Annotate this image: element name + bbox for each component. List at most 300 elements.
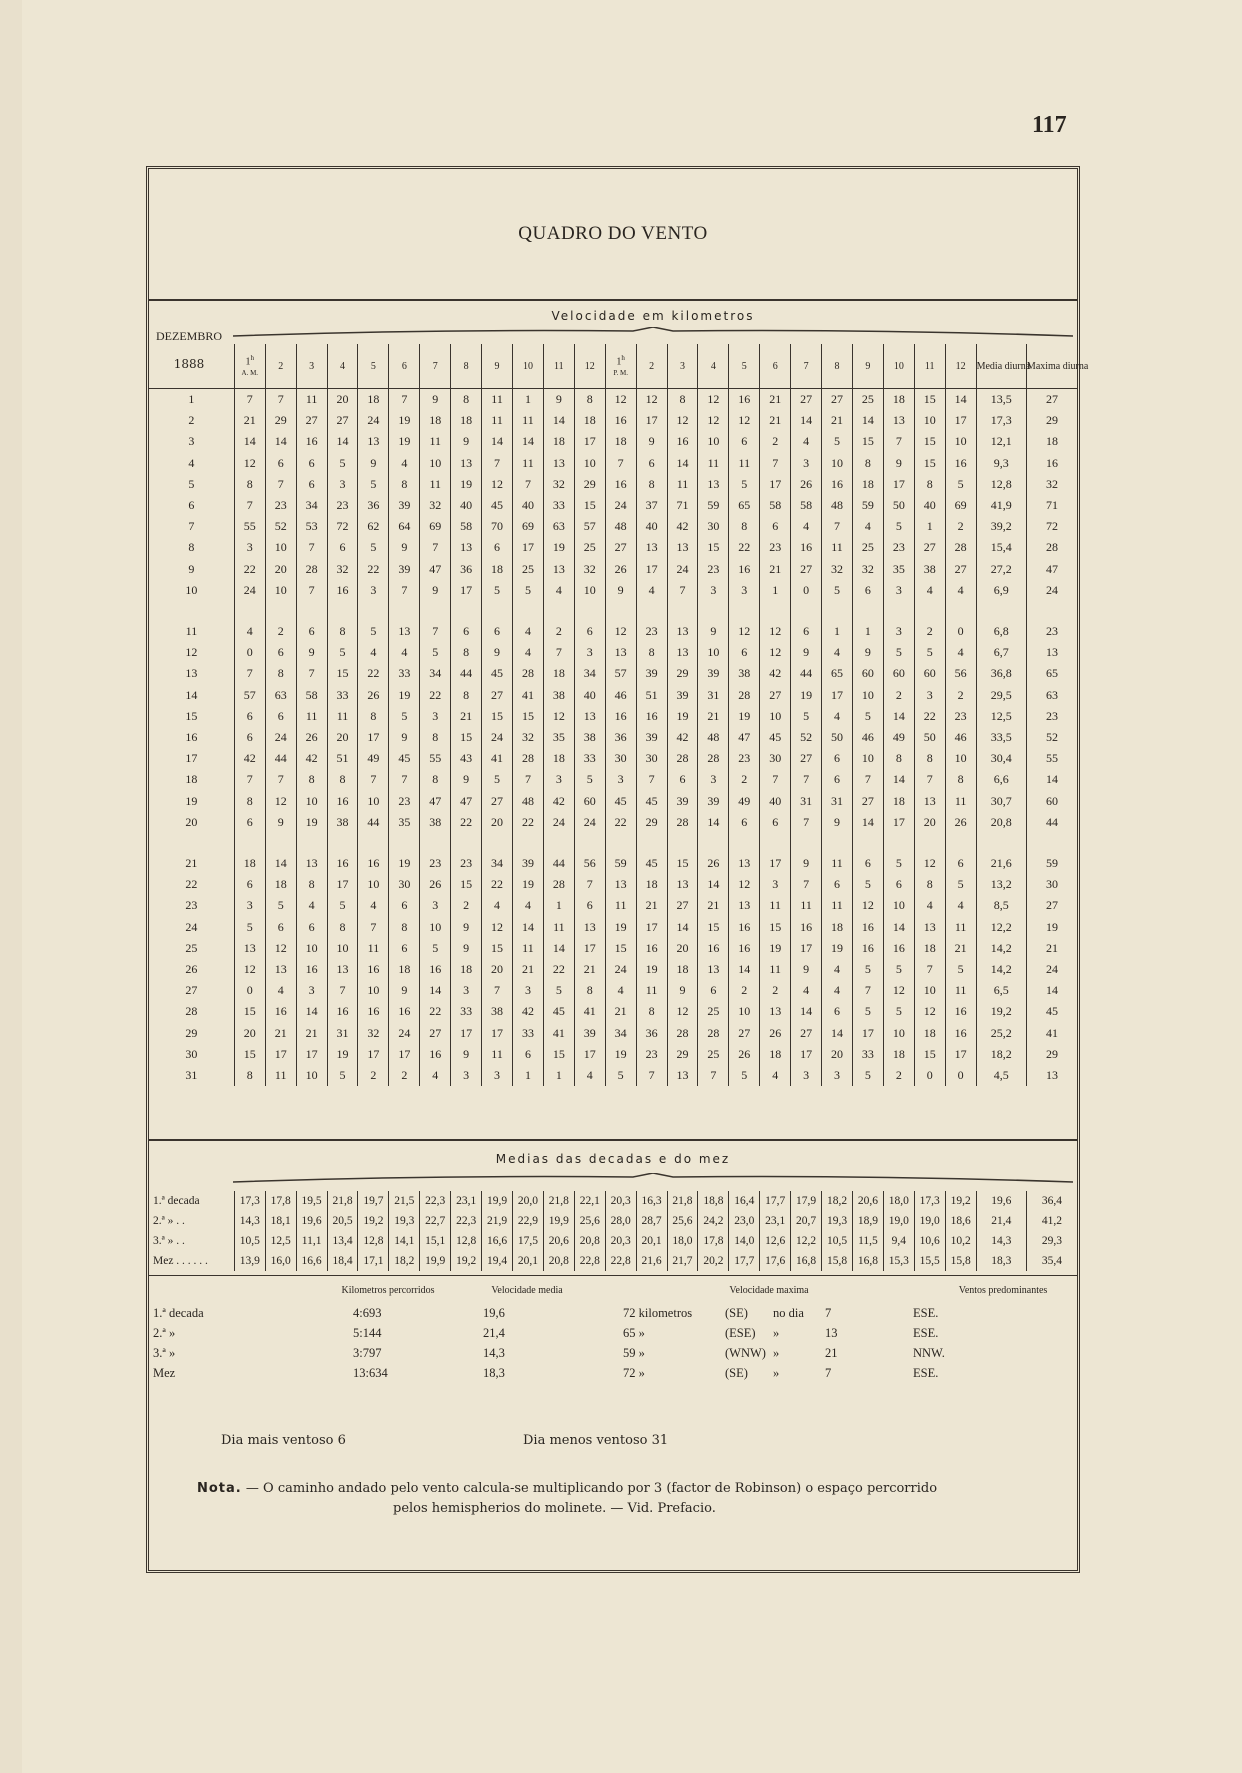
value-cell: 13,2 [976, 874, 1026, 895]
summary-row [153, 1363, 1073, 1383]
value-cell: 69 [945, 495, 976, 516]
value-cell: 6 [296, 474, 327, 495]
value-cell: 17 [791, 1044, 822, 1065]
day-rows [149, 389, 1077, 1087]
decade-value: 20,5 [327, 1211, 358, 1231]
value-cell: 5 [914, 642, 945, 663]
value-cell: 46 [605, 685, 636, 706]
value-cell: 11 [358, 938, 389, 959]
value-cell: 70 [482, 516, 513, 537]
value-cell: 20 [667, 938, 698, 959]
value-cell: 5 [358, 474, 389, 495]
value-cell: 42 [667, 516, 698, 537]
value-cell: 13 [667, 1065, 698, 1086]
decade-value: 15,3 [883, 1251, 914, 1271]
value-cell: 12 [667, 1001, 698, 1022]
value-cell: 3 [914, 685, 945, 706]
value-cell: 19 [760, 938, 791, 959]
value-cell: 7 [914, 959, 945, 980]
value-cell: 59 [852, 495, 883, 516]
decade-value: 20,1 [636, 1231, 667, 1251]
value-cell: 27 [327, 410, 358, 431]
day-cell: 1 [188, 392, 195, 406]
value-cell: 4 [852, 516, 883, 537]
value-cell: 32 [1026, 474, 1077, 495]
spacer-cell [636, 833, 667, 853]
value-cell: 12 [482, 474, 513, 495]
value-cell: 11 [513, 453, 544, 474]
value-cell: 7 [234, 389, 265, 411]
value-cell: 24 [605, 495, 636, 516]
value-cell: 6 [451, 621, 482, 642]
day-cell: 6 [188, 498, 195, 513]
spacer-cell [482, 601, 513, 621]
decade-value: 17,9 [791, 1191, 822, 1211]
table-row [149, 874, 1077, 895]
value-cell: 11 [698, 453, 729, 474]
value-cell: 29 [574, 474, 605, 495]
value-cell: 20,8 [976, 812, 1026, 833]
value-cell: 8 [358, 706, 389, 727]
value-cell: 39 [513, 853, 544, 874]
decade-value: 19,3 [822, 1211, 853, 1231]
value-cell: 30 [636, 748, 667, 769]
value-cell: 45 [636, 853, 667, 874]
value-cell: 44 [791, 663, 822, 684]
value-cell: 7 [234, 769, 265, 790]
decade-value: 10,5 [234, 1231, 265, 1251]
value-cell: 26 [945, 812, 976, 833]
value-cell: 22 [451, 812, 482, 833]
value-cell: 15 [914, 389, 945, 411]
value-cell: 3 [513, 980, 544, 1001]
value-cell: 50 [883, 495, 914, 516]
value-cell: 5 [605, 1065, 636, 1086]
value-cell: 7 [296, 580, 327, 601]
value-cell: 12 [760, 621, 791, 642]
value-cell: 21 [698, 706, 729, 727]
value-cell: 2 [729, 769, 760, 790]
value-cell: 30 [605, 748, 636, 769]
value-cell: 11 [482, 410, 513, 431]
value-cell: 15 [482, 706, 513, 727]
value-cell: 5 [883, 1001, 914, 1022]
value-cell: 22 [420, 685, 451, 706]
value-cell: 7 [914, 769, 945, 790]
spacer-cell [574, 601, 605, 621]
value-cell: 50 [914, 727, 945, 748]
decade-value: 21,8 [667, 1191, 698, 1211]
decade-value: 15,5 [914, 1251, 945, 1271]
medias-header: Medias das decadas e do mez [495, 1152, 731, 1166]
value-cell: 30 [760, 748, 791, 769]
value-cell: 12 [729, 410, 760, 431]
summary-km: 5:144 [353, 1326, 382, 1340]
decade-value: 20,3 [605, 1191, 636, 1211]
value-cell: 33 [327, 685, 358, 706]
value-cell: 26 [358, 685, 389, 706]
value-cell: 16 [883, 938, 914, 959]
value-cell: 19 [729, 706, 760, 727]
value-cell: 58 [296, 685, 327, 706]
decade-value: 17,7 [729, 1251, 760, 1271]
value-cell: 12,5 [976, 706, 1026, 727]
spacer-row [149, 833, 1077, 853]
value-cell: 21 [296, 1023, 327, 1044]
value-cell: 19 [389, 853, 420, 874]
brace-icon [233, 327, 1073, 337]
decade-value: 18,6 [945, 1211, 976, 1231]
value-cell: 1 [822, 621, 853, 642]
ventos-header: Ventos predominantes [958, 1285, 1048, 1296]
value-cell: 15 [513, 706, 544, 727]
value-cell: 6 [667, 769, 698, 790]
decade-value: 23,1 [760, 1211, 791, 1231]
spacer-cell [451, 833, 482, 853]
value-cell: 7 [605, 453, 636, 474]
value-cell: 14 [791, 1001, 822, 1022]
value-cell: 19 [513, 874, 544, 895]
value-cell: 13,5 [976, 389, 1026, 411]
value-cell: 39 [698, 791, 729, 812]
value-cell: 16 [358, 1001, 389, 1022]
decade-value: 17,7 [760, 1191, 791, 1211]
value-cell: 17 [389, 1044, 420, 1065]
value-cell: 60 [852, 663, 883, 684]
value-cell: 4 [513, 895, 544, 916]
value-cell: 21 [945, 938, 976, 959]
value-cell: 43 [451, 748, 482, 769]
value-cell: 4 [358, 895, 389, 916]
value-cell: 36 [636, 1023, 667, 1044]
value-cell: 12,2 [976, 917, 1026, 938]
value-cell: 50 [822, 727, 853, 748]
value-cell: 8 [451, 685, 482, 706]
value-cell: 19 [389, 410, 420, 431]
value-cell: 19 [636, 959, 667, 980]
value-cell: 27 [791, 559, 822, 580]
summary-vmax: 72 » [623, 1366, 645, 1380]
decade-value: 16,3 [636, 1191, 667, 1211]
value-cell: 3 [451, 980, 482, 1001]
day-cell: 21 [185, 856, 198, 871]
value-cell: 28 [1026, 537, 1077, 558]
spacer-cell [234, 601, 265, 621]
value-cell: 16 [852, 938, 883, 959]
value-cell: 20 [327, 727, 358, 748]
value-cell: 6 [945, 853, 976, 874]
value-cell: 6 [883, 874, 914, 895]
value-cell: 39 [574, 1023, 605, 1044]
value-cell: 7 [667, 580, 698, 601]
decade-value: 41,2 [1026, 1211, 1077, 1231]
value-cell: 21 [574, 959, 605, 980]
value-cell: 21 [822, 410, 853, 431]
value-cell: 40 [914, 495, 945, 516]
value-cell: 5 [327, 1065, 358, 1086]
value-cell: 6 [822, 748, 853, 769]
value-cell: 9 [420, 389, 451, 411]
decade-value: 19,5 [296, 1191, 327, 1211]
value-cell: 14,2 [976, 959, 1026, 980]
value-cell: 41 [543, 1023, 574, 1044]
decade-value: 20,8 [543, 1251, 574, 1271]
value-cell: 5 [822, 580, 853, 601]
value-cell: 72 [327, 516, 358, 537]
table-row [149, 1065, 1077, 1086]
value-cell: 28 [667, 748, 698, 769]
value-cell: 17 [760, 853, 791, 874]
day-cell: 10 [185, 582, 198, 597]
value-cell: 25 [513, 559, 544, 580]
value-cell: 8 [389, 474, 420, 495]
divider [149, 1275, 1077, 1276]
value-cell: 17 [945, 1044, 976, 1065]
value-cell: 5 [883, 516, 914, 537]
value-cell: 6 [296, 621, 327, 642]
spacer-cell [358, 601, 389, 621]
value-cell: 12 [265, 791, 296, 812]
value-cell: 18 [543, 431, 574, 452]
value-cell: 3 [791, 1065, 822, 1086]
decade-value: 19,2 [945, 1191, 976, 1211]
value-cell: 49 [358, 748, 389, 769]
value-cell: 44 [265, 748, 296, 769]
value-cell: 21,6 [976, 853, 1026, 874]
value-cell: 28 [667, 1023, 698, 1044]
value-cell: 11 [513, 938, 544, 959]
value-cell: 9 [451, 917, 482, 938]
spacer-cell [296, 833, 327, 853]
value-cell: 17 [327, 874, 358, 895]
value-cell: 3 [883, 621, 914, 642]
day-cell: 25 [185, 940, 198, 955]
decade-value: 16,6 [296, 1251, 327, 1271]
value-cell: 34 [296, 495, 327, 516]
dia-mais-ventoso: Dia mais ventoso 6 [221, 1433, 346, 1448]
hour-header: 12 [945, 344, 976, 389]
value-cell: 5 [852, 1001, 883, 1022]
value-cell: 4 [358, 642, 389, 663]
value-cell: 25 [852, 389, 883, 411]
value-cell: 42 [760, 663, 791, 684]
value-cell: 13 [729, 895, 760, 916]
value-cell: 21 [451, 706, 482, 727]
decade-value: 21,8 [327, 1191, 358, 1211]
spacer-cell [760, 833, 791, 853]
value-cell: 12 [914, 853, 945, 874]
value-cell: 30 [698, 516, 729, 537]
day-cell: 12 [185, 645, 198, 660]
summary-km: 4:693 [353, 1306, 382, 1320]
value-cell: 27 [605, 537, 636, 558]
value-cell: 4 [791, 980, 822, 1001]
value-cell: 7 [852, 769, 883, 790]
value-cell: 17 [574, 431, 605, 452]
value-cell: 18 [482, 559, 513, 580]
value-cell: 65 [822, 663, 853, 684]
value-cell: 16 [296, 959, 327, 980]
value-cell: 17 [852, 1023, 883, 1044]
value-cell: 46 [945, 727, 976, 748]
value-cell: 25,2 [976, 1023, 1026, 1044]
value-cell: 11 [605, 895, 636, 916]
value-cell: 25 [698, 1001, 729, 1022]
value-cell: 29 [667, 1044, 698, 1065]
value-cell: 24 [358, 410, 389, 431]
value-cell: 39 [389, 559, 420, 580]
spacer-cell [513, 601, 544, 621]
value-cell: 14 [482, 431, 513, 452]
value-cell: 11 [513, 410, 544, 431]
note [197, 1479, 1027, 1519]
value-cell: 7 [358, 769, 389, 790]
value-cell: 7 [822, 516, 853, 537]
value-cell: 16 [358, 959, 389, 980]
value-cell: 22 [914, 706, 945, 727]
value-cell: 7 [234, 663, 265, 684]
value-cell: 22 [729, 537, 760, 558]
value-cell: 45 [636, 791, 667, 812]
spacer-cell [420, 601, 451, 621]
value-cell: 24 [482, 727, 513, 748]
value-cell: 42 [234, 748, 265, 769]
value-cell: 12,8 [976, 474, 1026, 495]
value-cell: 18 [914, 938, 945, 959]
value-cell: 6 [389, 938, 420, 959]
value-cell: 24 [389, 1023, 420, 1044]
decade-value: 16,0 [265, 1251, 296, 1271]
decade-value: 13,4 [327, 1231, 358, 1251]
value-cell: 13 [574, 706, 605, 727]
spacer-cell [149, 833, 234, 853]
value-cell: 44 [543, 853, 574, 874]
summary-km: 3:797 [353, 1346, 382, 1360]
spacer-cell [389, 833, 420, 853]
value-cell: 6 [636, 453, 667, 474]
value-cell: 28 [729, 685, 760, 706]
value-cell: 18 [667, 959, 698, 980]
value-cell: 51 [327, 748, 358, 769]
value-cell: 11 [945, 791, 976, 812]
value-cell: 28 [945, 537, 976, 558]
value-cell: 15 [482, 938, 513, 959]
value-cell: 6 [760, 516, 791, 537]
summary-vmax: 72 kilometros [623, 1306, 693, 1320]
decade-value: 36,4 [1026, 1191, 1077, 1211]
value-cell: 4 [791, 431, 822, 452]
decade-value: 29,3 [1026, 1231, 1077, 1251]
day-cell: 3 [188, 434, 195, 449]
value-cell: 8 [636, 642, 667, 663]
value-cell: 48 [513, 791, 544, 812]
summary-dir: (SE) [725, 1306, 748, 1320]
summary-dir: (SE) [725, 1366, 748, 1380]
value-cell: 17 [358, 727, 389, 748]
value-cell: 23 [760, 537, 791, 558]
table-row [149, 663, 1077, 684]
value-cell: 14 [729, 959, 760, 980]
value-cell: 6 [729, 431, 760, 452]
hour-header: 2 [265, 344, 296, 389]
value-cell: 19 [296, 812, 327, 833]
value-cell: 13 [667, 621, 698, 642]
spacer-cell [389, 601, 420, 621]
value-cell: 21 [234, 410, 265, 431]
value-cell: 6,6 [976, 769, 1026, 790]
value-cell: 14 [327, 431, 358, 452]
vm-header: Velocidade media [491, 1285, 563, 1296]
value-cell: 22 [482, 874, 513, 895]
value-cell: 2 [760, 431, 791, 452]
value-cell: 2 [945, 685, 976, 706]
value-cell: 18 [234, 853, 265, 874]
value-cell: 8 [667, 389, 698, 411]
value-cell: 27 [945, 559, 976, 580]
decade-row [149, 1251, 1077, 1271]
spacer-cell [729, 601, 760, 621]
value-cell: 15 [698, 917, 729, 938]
value-cell: 27,2 [976, 559, 1026, 580]
value-cell: 5 [513, 580, 544, 601]
value-cell: 9 [698, 621, 729, 642]
value-cell: 4 [760, 1065, 791, 1086]
decade-value: 19,7 [358, 1191, 389, 1211]
value-cell: 9 [791, 959, 822, 980]
value-cell: 52 [1026, 727, 1077, 748]
value-cell: 16 [729, 938, 760, 959]
spacer-cell [327, 833, 358, 853]
value-cell: 7 [883, 431, 914, 452]
value-cell: 4 [945, 580, 976, 601]
value-cell: 32 [543, 474, 574, 495]
value-cell: 17 [945, 410, 976, 431]
value-cell: 10 [420, 453, 451, 474]
value-cell: 9 [605, 580, 636, 601]
hour-header: 7 [420, 344, 451, 389]
value-cell: 9 [389, 727, 420, 748]
value-cell: 14 [822, 1023, 853, 1044]
value-cell: 52 [791, 727, 822, 748]
value-cell: 23 [698, 559, 729, 580]
decade-value: 18,1 [265, 1211, 296, 1231]
value-cell: 11 [822, 853, 853, 874]
day-cell: 31 [185, 1068, 198, 1083]
value-cell: 62 [358, 516, 389, 537]
value-cell: 9 [791, 853, 822, 874]
value-cell: 35 [389, 812, 420, 833]
value-cell: 10 [883, 1023, 914, 1044]
value-cell: 16 [791, 917, 822, 938]
value-cell: 48 [698, 727, 729, 748]
day-cell: 29 [185, 1025, 198, 1040]
table-row [149, 959, 1077, 980]
decade-value: 21,4 [976, 1211, 1026, 1231]
value-cell: 14 [265, 853, 296, 874]
value-cell: 12 [760, 642, 791, 663]
value-cell: 24 [1026, 959, 1077, 980]
value-cell: 19 [605, 917, 636, 938]
decade-row [149, 1211, 1077, 1231]
spacer-cell [760, 601, 791, 621]
value-cell: 10 [327, 938, 358, 959]
month-label: DEZEMBRO [156, 329, 222, 343]
value-cell: 5 [822, 431, 853, 452]
value-cell: 12 [914, 1001, 945, 1022]
day-cell: 27 [185, 983, 198, 998]
value-cell: 17 [636, 917, 667, 938]
day-cell: 7 [188, 519, 195, 534]
